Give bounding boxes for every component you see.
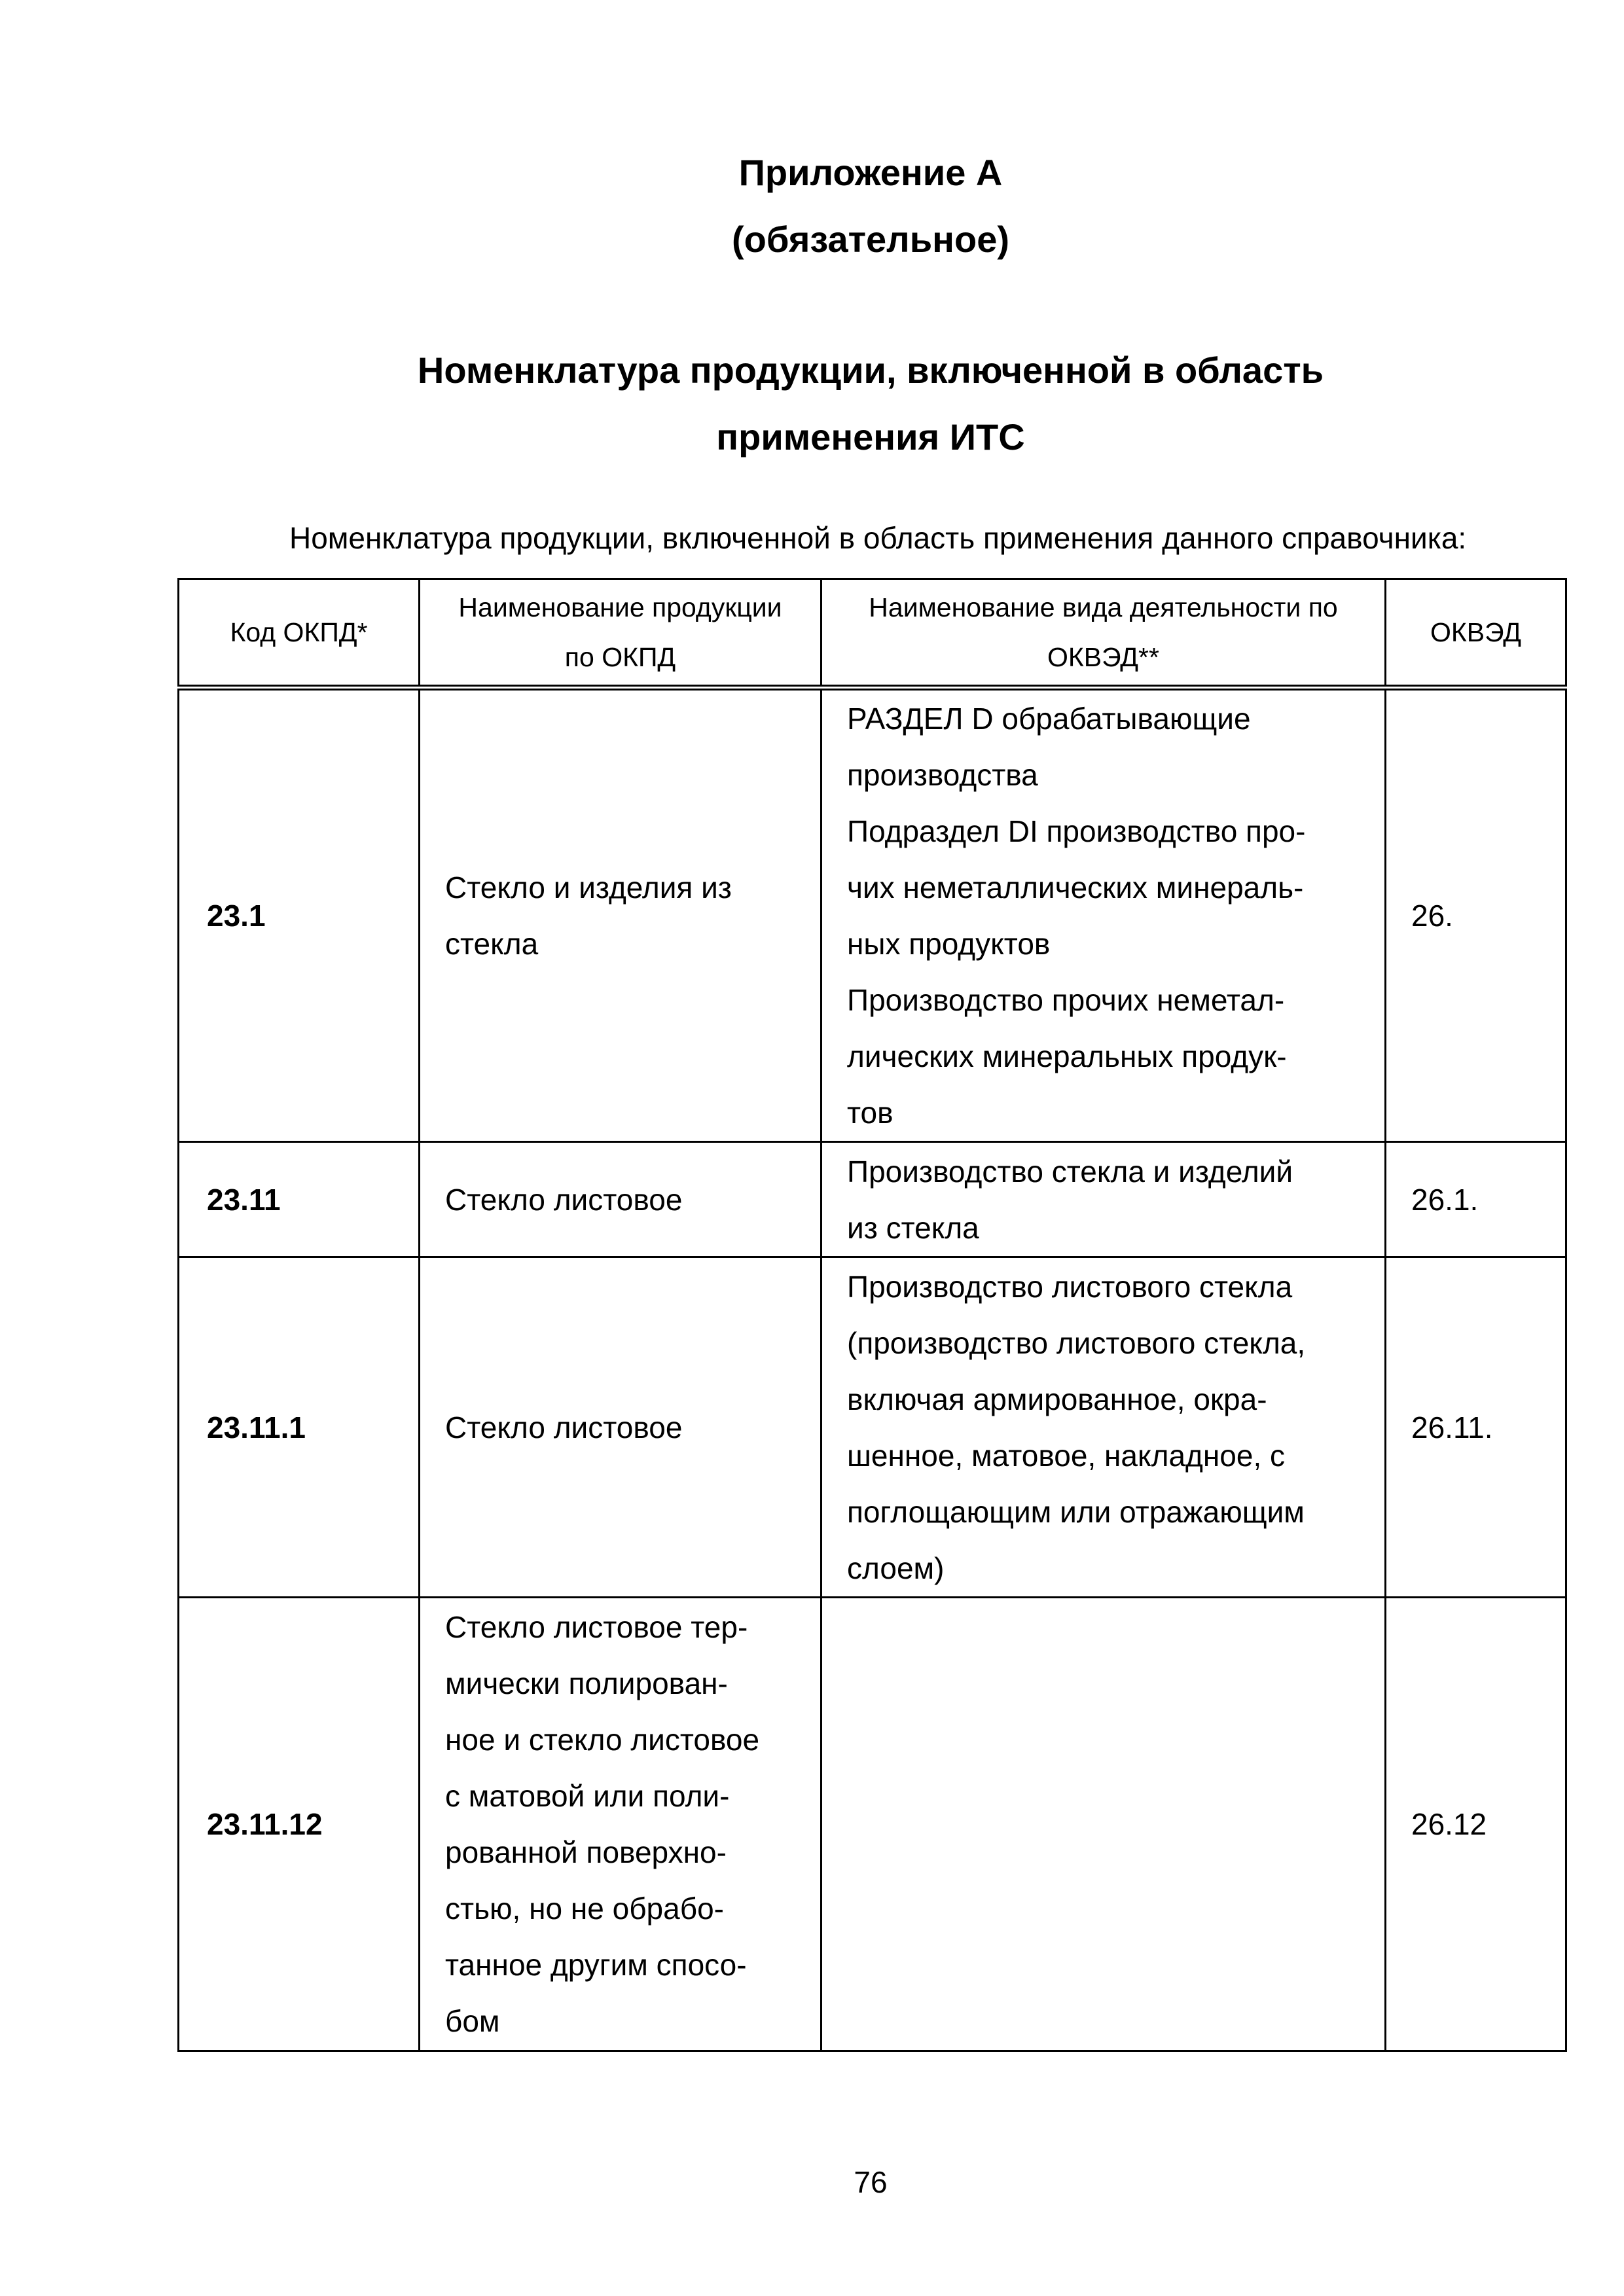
header-code-text: Код ОКПД* [230,617,368,647]
cell-activity [821,1257,1386,1598]
table-header-row [179,579,1566,688]
cell-product [420,1142,821,1257]
cell-product-line: Стекло листовое [445,1410,683,1444]
cell-activity [821,688,1386,1142]
cell-code: 23.11.1 [179,1257,420,1598]
cell-activity-line: тов [847,1096,893,1130]
header-okved-text: ОКВЭД [1430,617,1521,647]
header-okved [1386,579,1566,688]
cell-activity [821,1142,1386,1257]
table-row [179,688,1566,1142]
cell-activity-line: ных продуктов [847,927,1051,961]
cell-activity-empty [821,1598,1386,2051]
cell-activity-line: Производство листового стекла [847,1269,1293,1304]
cell-okved: 26.1. [1386,1142,1566,1257]
cell-product-line: ное и стекло листовое [445,1723,760,1757]
cell-product-line: мически полирован- [445,1666,728,1700]
cell-activity-line: Производство прочих неметал- [847,983,1285,1017]
cell-product-line: Стекло листовое тер- [445,1610,748,1644]
section-title-line-2: применения ИТС [716,416,1025,457]
cell-product [420,1257,821,1598]
appendix-heading: Приложение А [738,152,1003,193]
cell-code: 23.11 [179,1142,420,1257]
header-code [179,579,420,688]
header-product-line: по ОКПД [564,642,676,672]
cell-product-line: рованной поверхно- [445,1835,727,1869]
cell-product-line: танное другим спосо- [445,1948,747,1982]
header-product-line: Наименование продукции [458,592,782,622]
appendix-status: (обязательное) [731,219,1010,260]
cell-product-line: Стекло листовое [445,1182,683,1217]
cell-product [420,1598,821,2051]
page-number: 76 [854,2165,888,2199]
cell-activity-line: (производство листового стекла, [847,1325,1306,1360]
cell-okved: 26.12 [1386,1598,1566,2051]
cell-activity-line: Подраздел DI производство про- [847,814,1306,848]
cell-product-line: бом [445,2004,500,2038]
cell-activity-line: РАЗДЕЛ D обрабатывающие [847,702,1251,736]
header-activity [821,579,1386,688]
header-activity-line: ОКВЭД** [1047,642,1159,672]
table-row [179,1257,1566,1598]
cell-activity-line: поглощающим или отражающим [847,1494,1305,1529]
cell-code: 23.1 [179,688,420,1142]
cell-activity-line: включая армированное, окра- [847,1382,1267,1416]
cell-product [420,688,821,1142]
cell-activity-line: Производство стекла и изделий [847,1154,1293,1189]
cell-product-line: Стекло и изделия из [445,870,732,905]
table-row [179,1598,1566,2051]
cell-activity-line: лических минеральных продук- [847,1039,1287,1073]
cell-product-line: с матовой или поли- [445,1779,730,1813]
cell-activity-line: чих неметаллических минераль- [847,870,1304,905]
section-title-line-1: Номенклатура продукции, включенной в область [417,350,1324,391]
nomenclature-table [177,578,1567,2052]
cell-activity-line: слоем) [847,1551,945,1585]
cell-product-line: стью, но не обрабо- [445,1892,724,1926]
cell-activity-line: из стекла [847,1210,979,1245]
cell-activity-line: шенное, матовое, накладное, с [847,1438,1286,1473]
cell-okved: 26. [1386,688,1566,1142]
cell-code: 23.11.12 [179,1598,420,2051]
intro-paragraph: Номенклатура продукции, включенной в область применения данного справочника: [289,521,1467,555]
header-activity-line: Наименование вида деятельности по [869,592,1338,622]
cell-product-line: стекла [445,927,539,961]
cell-activity-line: производства [847,758,1038,792]
table-row [179,1142,1566,1257]
cell-okved: 26.11. [1386,1257,1566,1598]
header-product [420,579,821,688]
